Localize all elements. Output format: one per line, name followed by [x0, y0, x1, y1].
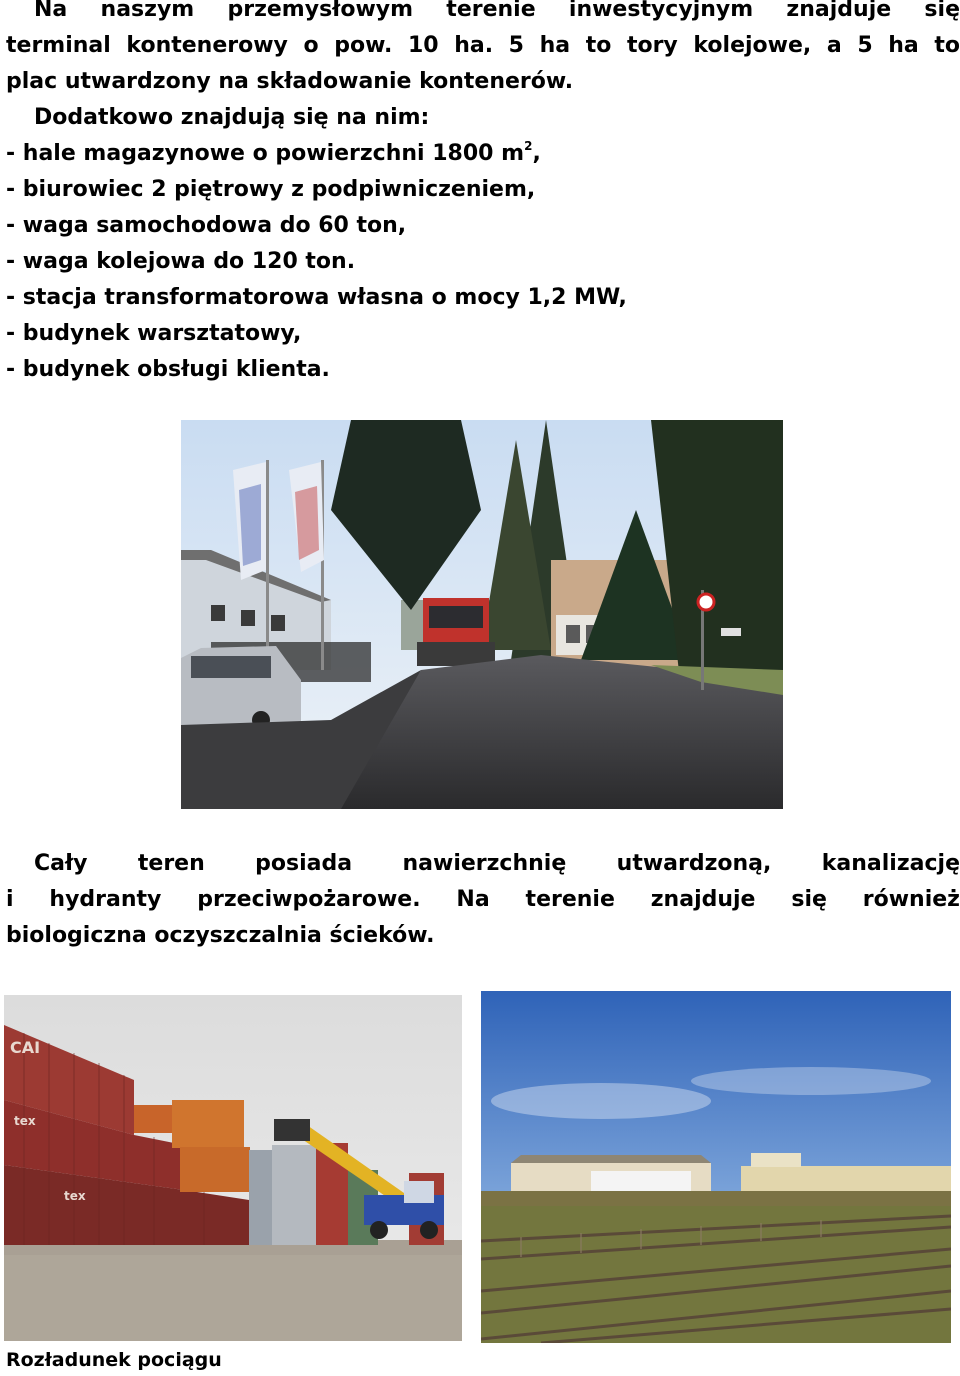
photo-caption: Rozładunek pociągu	[6, 1349, 222, 1371]
facility-item: - budynek obsługi klienta.	[6, 357, 330, 382]
container-label: tex	[14, 1114, 36, 1128]
railway-tracks-photo	[481, 991, 951, 1343]
facility-item: - budynek warsztatowy,	[6, 321, 302, 346]
intro-line-2: terminal kontenerowy o pow. 10 ha. 5 ha to tory kolejowe, a 5 ha to	[6, 33, 960, 58]
infrastructure-line-1: Cały teren posiada nawierzchnię utwardzoną, kanalizację	[34, 851, 960, 876]
container-yard-photo	[4, 995, 462, 1341]
superscript-two: 2	[524, 139, 533, 153]
container-label: tex	[64, 1189, 86, 1203]
facility-item: - hale magazynowe o powierzchni 1800 $m^2$,	[6, 139, 541, 166]
infrastructure-paragraph	[6, 846, 960, 954]
facility-item: - biurowiec 2 piętrowy z podpiwniczeniem,	[6, 177, 536, 202]
container-label: CAI	[10, 1038, 41, 1057]
intro-paragraph	[6, 0, 960, 136]
terminal-entrance-photo	[181, 420, 783, 809]
facility-item: - stacja transformatorowa własna o mocy 1,2 MW,	[6, 285, 627, 310]
infrastructure-line-2: i hydranty przeciwpożarowe. Na terenie znajduje się również	[6, 887, 960, 912]
facilities-list	[6, 136, 960, 388]
intro-line-3: plac utwardzony na składowanie kontenerów.	[6, 69, 574, 94]
facility-item: - waga kolejowa do 120 ton.	[6, 249, 356, 274]
intro-line-4: Dodatkowo znajdują się na nim:	[34, 105, 430, 130]
facility-item: - waga samochodowa do 60 ton,	[6, 213, 407, 238]
intro-line-1: Na naszym przemysłowym terenie inwestycyjnym znajduje się	[34, 0, 960, 22]
infrastructure-line-3: biologiczna oczyszczalnia ścieków.	[6, 923, 435, 948]
